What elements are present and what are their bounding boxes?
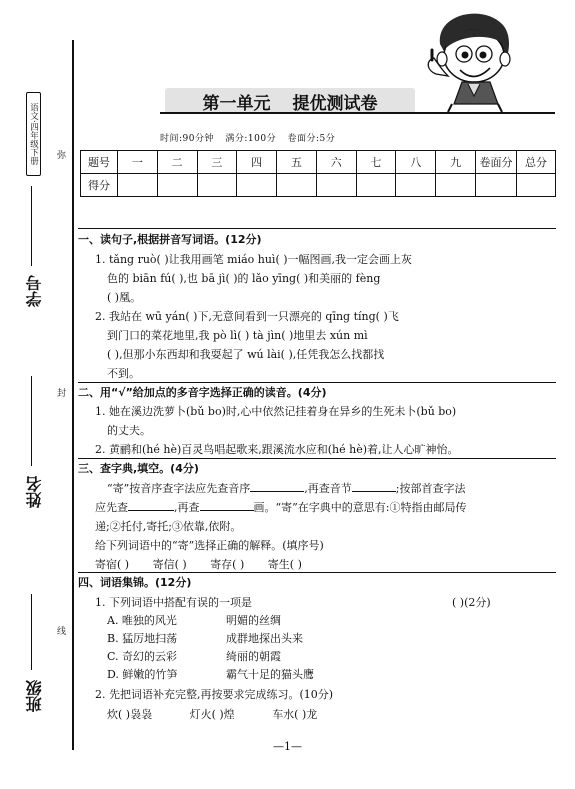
score-cell[interactable] [277,174,317,197]
s3-text: ,再查 [174,501,200,514]
seal-char-1: 弥 [57,151,67,161]
option-c-right: 绮丽的朝霞 [226,650,281,663]
s4-fill-row [107,706,317,722]
score-table-score-row [81,174,556,197]
s3-choice: 寄存( ) [210,558,245,571]
option-b-left[interactable]: B. 猛厉地扫荡 [107,632,178,645]
seal-char-3: 线 [57,627,67,637]
score-header-cell: 七 [356,151,396,174]
score-cell[interactable] [356,174,396,197]
answer-blank[interactable] [200,500,254,511]
score-header-cell: 九 [436,151,476,174]
score-row-label: 得分 [81,174,118,197]
option-a-left[interactable]: A. 唯独的风光 [107,614,177,627]
section-1-heading: 一、读句子,根据拼音写词语。(12分) [78,233,262,246]
score-header-cell: 一 [118,151,158,174]
score-cell[interactable] [396,174,436,197]
page-number: —1— [273,740,302,753]
s3-line [95,499,466,515]
option-d-left[interactable]: D. 鲜嫩的竹笋 [107,668,178,681]
s1-line: ( )凰。 [107,291,142,304]
s1-line: 色的 biān fú( ),也 bā jì( )的 lǎo yīng( )和美丽的 fèng [107,272,381,285]
student-id-blank[interactable] [31,186,32,266]
section-2-heading: 二、用“√”给加点的多音字选择正确的读音。(4分) [78,386,327,399]
s1-line: 不到。 [107,367,140,380]
s3-text: “寄”按音序查字法应先查音序 [107,482,251,495]
section-4-heading: 四、词语集锦。(12分) [78,576,192,589]
s4-question-1: 1. 下列词语中搭配有误的一项是 [95,596,252,609]
exam-meta [160,131,460,144]
exam-time: 时间:90分钟 [160,134,214,144]
binding-line [72,40,74,750]
exam-neatness-score: 卷面分:5分 [287,134,336,144]
s3-text: 应先查 [95,501,128,514]
idiom-fill[interactable]: 灯火( )煌 [189,708,235,721]
score-header-cell: 三 [197,151,237,174]
page-title [165,88,415,114]
s3-text: 画。“寄”在字典中的意思有:①特指由邮局传 [253,501,467,514]
score-header-cell: 六 [316,151,356,174]
s3-line: 递;②托付,寄托;③依靠,依附。 [95,520,242,533]
score-header-cell: 八 [396,151,436,174]
s3-choice: 寄宿( ) [95,558,130,571]
s2-line: 的丈夫。 [107,424,151,437]
s3-line: 给下列词语中的“寄”选择正确的解释。(填序号) [95,539,324,552]
s2-line: 2. 黄鹂和(hé hè)百灵鸟唱起歌来,跟溪流水应和(hé hè)着,让人心旷神怡。 [95,443,459,456]
option-d-right: 霸气十足的猫头鹰 [226,668,314,681]
score-table [80,150,556,197]
title-test: 提优测试卷 [292,93,378,114]
cartoon-boy-icon [412,4,532,114]
s3-text: ;按部首查字法 [395,482,466,495]
score-cell[interactable] [118,174,158,197]
option-c-left[interactable]: C. 奇幻的云彩 [107,650,178,663]
s3-choice: 寄信( ) [152,558,187,571]
exam-full-score: 满分:100分 [225,134,277,144]
s3-choice: 寄生( ) [267,558,302,571]
score-table-header-row [81,151,556,174]
score-header-cell: 题号 [81,151,118,174]
name-label: 姓名 [25,476,44,508]
score-cell[interactable] [316,174,356,197]
name-blank[interactable] [31,376,32,466]
s1-line: ( ),但那小东西却和我耍起了 wú lài( ),任凭我怎么找都找 [107,348,385,361]
idiom-fill[interactable]: 车水( )龙 [272,708,318,721]
score-header-cell: 二 [157,151,197,174]
score-header-cell: 卷面分 [476,151,517,174]
score-header-cell: 四 [237,151,277,174]
student-id-label: 学号 [25,275,44,307]
idiom-fill[interactable]: 炊( )袅袅 [107,708,153,721]
score-cell[interactable] [237,174,277,197]
score-header-cell: 五 [277,151,317,174]
answer-blank[interactable] [250,481,304,492]
grade-tag: 语文·四年级下册 [26,92,41,176]
section-3-heading: 三、查字典,填空。(4分) [78,462,199,475]
s1-line: 2. 我站在 wū yán( )下,无意间看到一只漂亮的 qīng tíng( )飞 [95,310,399,323]
s2-line: 1. 她在溪边洗萝卜(bǔ bo)时,心中依然记挂着身在异乡的生死未卜(bǔ bo) [95,405,457,418]
answer-blank[interactable] [352,481,396,492]
s3-choice-row [95,556,302,572]
score-cell[interactable] [157,174,197,197]
s1-line: 到门口的菜花地里,我 pò lì( ) tà jìn( )地里去 xún mì [107,329,368,342]
score-header-cell: 总分 [517,151,556,174]
answer-blank[interactable] [128,500,174,511]
score-cell[interactable] [197,174,237,197]
seal-char-2: 封 [57,389,67,399]
option-b-right: 成群地探出头来 [226,632,303,645]
score-cell[interactable] [476,174,517,197]
score-cell[interactable] [517,174,556,197]
section-divider [78,228,556,229]
s3-line [107,480,465,496]
title-unit: 第一单元 [202,93,271,114]
class-label: 班级 [25,680,44,712]
s4-question-1-answer[interactable]: ( )(2分) [452,596,491,609]
option-a-right: 明媚的丝绸 [226,614,281,627]
s3-text: ,再查音节 [304,482,352,495]
s1-line: 1. tǎng ruò( )让我用画笔 miáo huì( )一幅图画,我一定会画上灰 [95,253,413,266]
score-cell[interactable] [436,174,476,197]
s4-question-2: 2. 先把词语补充完整,再按要求完成练习。(10分) [95,688,334,701]
class-blank[interactable] [31,594,32,670]
